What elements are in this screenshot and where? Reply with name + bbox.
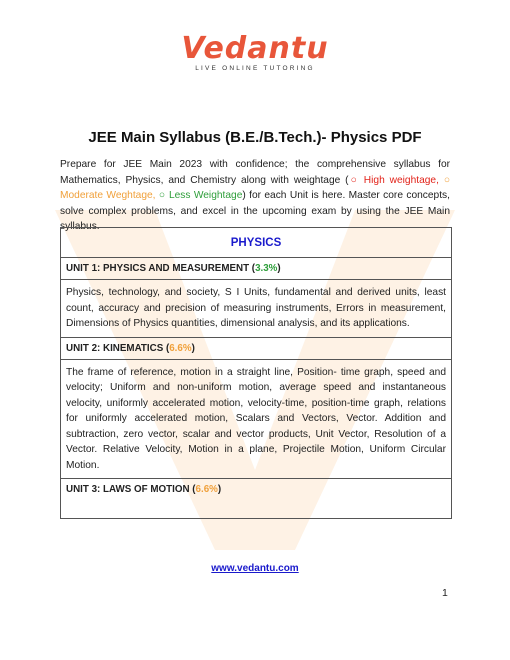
unit-1-weightage: 3.3% [255,263,278,274]
subject-heading: PHYSICS [61,228,452,258]
document-title: JEE Main Syllabus (B.E./B.Tech.)- Physics PDF [88,129,422,146]
unit-3-title: UNIT 3: LAWS OF MOTION (6.6%) [61,479,452,519]
page-number: 1 [442,587,448,599]
unit-1-title: UNIT 1: PHYSICS AND MEASUREMENT (3.3%) [61,258,452,280]
intro-text-end: ) for each Unit is here. Master core concepts, solve complex problems, and excel in the upcoming exam by using the JEE Main syllabus. [60,190,450,233]
logo-wordmark: Vedantu [181,31,329,66]
unit-2-weightage: 6.6% [169,342,192,354]
syllabus-table [60,227,452,519]
high-weightage-legend: ○ High weightage, [348,174,439,186]
vedantu-logo [0,31,510,72]
less-weightage-legend: ○ Less Weightage [158,190,243,202]
unit-2-topics: The frame of reference, motion in a straight line, Position- time graph, speed and velocity; Uniform and non-uniform motion, average speed and instantaneous velocity, uniformly accelerated motion, velocity-time, position-time graph, relations for uniformly accelerated motion, Scalars and Vectors, Vector. Addition and subtraction, zero vector, scalar and vector products, Unit Vector, Resolution of a Vector. Relative Velocity, Motion in a plane, Projectile Motion, Uniform Circular Motion. [61,359,452,479]
logo-tagline: LIVE ONLINE TUTORING [195,65,315,72]
unit-2-title: UNIT 2: KINEMATICS (6.6%) [61,337,452,359]
unit-3-weightage: 6.6% [195,484,218,495]
intro-text-start: Prepare for JEE Main 2023 with confidence; the comprehensive syllabus for Mathematics, Physics, and Chemistry along with weightage ( [60,159,450,186]
moderate-weightage-legend: ○ Moderate Weghtage, [60,174,450,202]
intro-paragraph [60,157,450,235]
vedantu-website-link[interactable]: www.vedantu.com [211,563,299,574]
unit-1-topics: Physics, technology, and society, S I Units, fundamental and derived units, least count, accuracy and precision of measuring instruments, Errors in measurement, Dimensions of Physics quantities, dimensional analysis, and its applications. [61,280,452,338]
